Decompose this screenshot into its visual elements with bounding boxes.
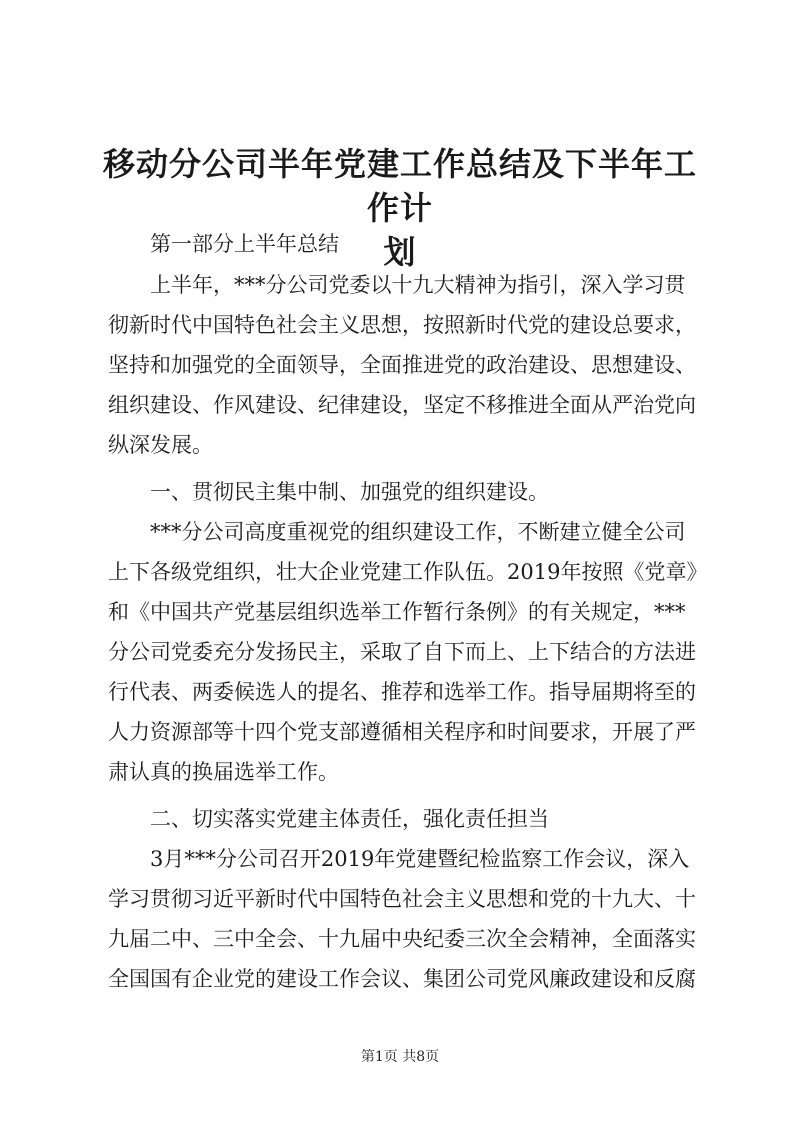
paragraph-line: 和《中国共产党基层组织选举工作暂行条例》的有关规定，*** — [108, 600, 686, 624]
paragraph-line: 彻新时代中国特色社会主义思想，按照新时代党的建设总要求， — [108, 313, 696, 337]
paragraph-line: 行代表、两委候选人的提名、推荐和选举工作。指导届期将至的 — [108, 680, 696, 704]
page-footer: 第1页 共8页 — [360, 1049, 440, 1065]
paragraph-line: 学习贯彻习近平新时代中国特色社会主义思想和党的十九大、十 — [108, 887, 696, 911]
paragraph-line: ***分公司高度重视党的组织建设工作，不断建立健全公司 — [150, 520, 686, 544]
paragraph-line: 上半年，***分公司党委以十九大精神为指引，深入学习贯 — [150, 273, 686, 297]
paragraph-line: 3月***分公司召开2019年党建暨纪检监察工作会议，深入 — [150, 847, 690, 871]
paragraph-line: 上下各级党组织，壮大企业党建工作队伍。2019年按照《党章》 — [108, 560, 708, 584]
section-heading-two: 二、切实落实党建主体责任，强化责任担当 — [150, 807, 549, 831]
paragraph-line: 组织建设、作风建设、纪律建设，坚定不移推进全面从严治党向 — [108, 393, 696, 417]
section-heading-first-part: 第一部分上半年总结 — [150, 232, 339, 256]
paragraph-line: 分公司党委充分发扬民主，采取了自下而上、上下结合的方法进 — [108, 640, 696, 664]
paragraph-line: 肃认真的换届选举工作。 — [108, 760, 339, 784]
paragraph-line: 九届二中、三中全会、十九届中央纪委三次全会精神，全面落实 — [108, 927, 696, 951]
title-line-1: 移动分公司半年党建工作总结及下半年工作计 — [102, 145, 697, 227]
paragraph-line: 纵深发展。 — [108, 433, 213, 457]
paragraph-line: 坚持和加强党的全面领导，全面推进党的政治建设、思想建设、 — [108, 353, 696, 377]
paragraph-line: 全国国有企业党的建设工作会议、集团公司党风廉政建设和反腐 — [108, 967, 696, 991]
paragraph-line: 人力资源部等十四个党支部遵循相关程序和时间要求，开展了严 — [108, 720, 696, 744]
title-line-2: 划 — [383, 233, 417, 271]
section-heading-one: 一、贯彻民主集中制、加强党的组织建设。 — [150, 480, 549, 504]
